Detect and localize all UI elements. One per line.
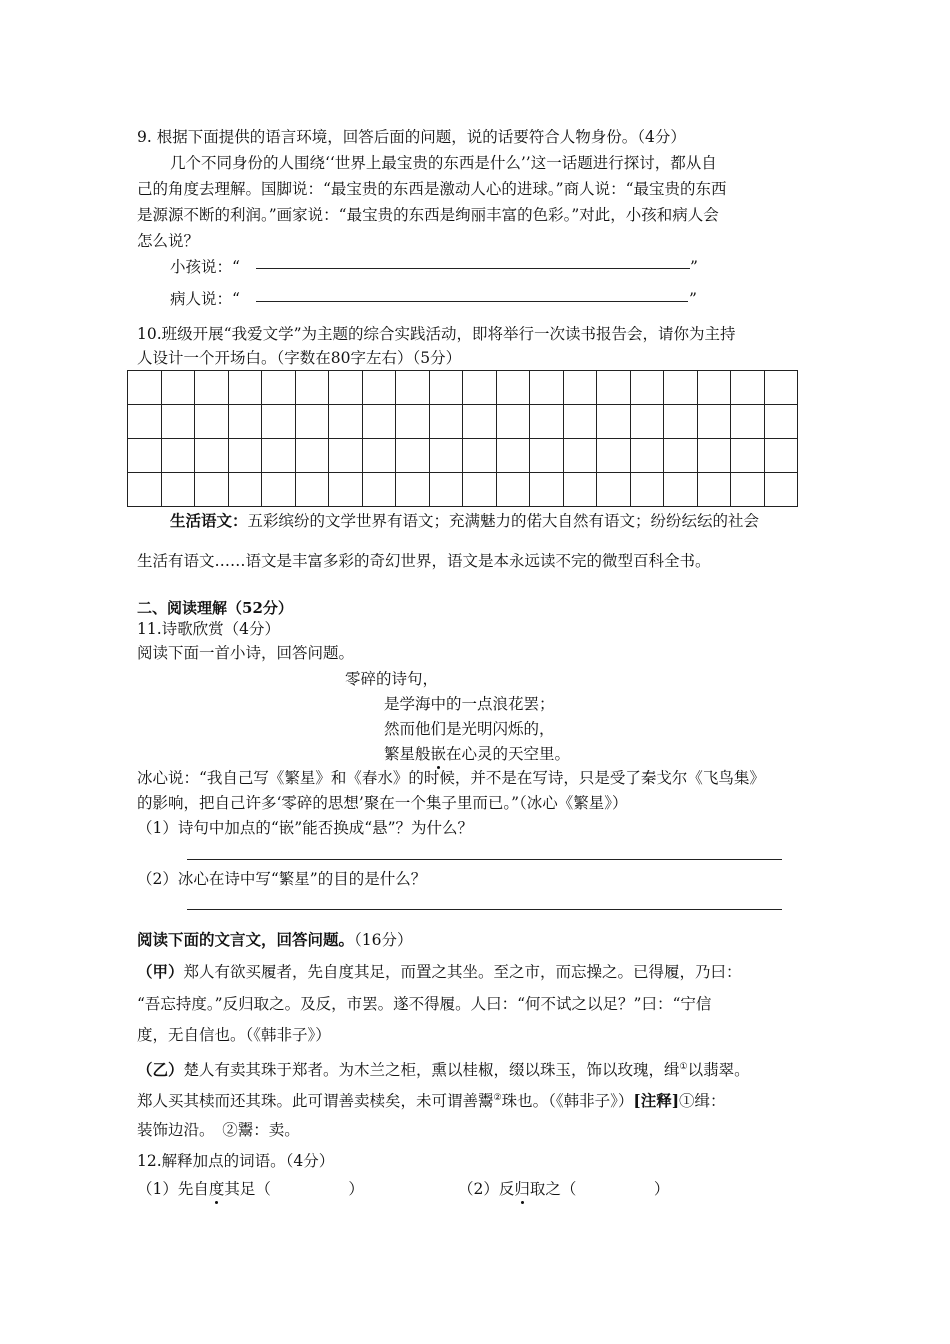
bingxin-quote-line2: 的影响，把自己许多‘零碎的思想’聚在一个集子里而已。”（冰心《繁星》） xyxy=(137,794,628,812)
yi-text1a: 楚人有卖其珠于郑者。为木兰之柜，熏以桂椒，缀以珠玉，饰以玫瑰，缉 xyxy=(183,1061,680,1080)
child-answer-line[interactable] xyxy=(256,268,690,269)
poem-line4-part1: 繁星般 xyxy=(384,745,431,763)
yi-line2 xyxy=(137,1087,726,1112)
grid-cell[interactable] xyxy=(195,439,229,473)
q12-title: 12.解释加点的词语。（4分） xyxy=(137,1152,335,1170)
poem-line4-part2: 在心灵的天空里。 xyxy=(446,745,571,763)
yi-line1 xyxy=(137,1056,750,1081)
grid-cell[interactable] xyxy=(262,473,296,507)
grid-cell[interactable] xyxy=(597,439,631,473)
dotted-char-du: 度 xyxy=(208,1180,225,1198)
grid-cell[interactable] xyxy=(295,371,329,405)
grid-cell[interactable] xyxy=(664,473,698,507)
child-answer-label: 小孩说：“ xyxy=(170,258,240,276)
grid-cell[interactable] xyxy=(563,439,597,473)
grid-cell[interactable] xyxy=(764,439,798,473)
grid-cell[interactable] xyxy=(496,473,530,507)
grid-cell[interactable] xyxy=(496,439,530,473)
life-chinese-text1: 五彩缤纷的文学世界有语文；充满魅力的偌大自然有语文；纷纷纭纭的社会 xyxy=(247,512,760,530)
grid-cell[interactable] xyxy=(530,371,564,405)
q11-sub2: （2）冰心在诗中写“繁星”的目的是什么？ xyxy=(137,870,427,888)
grid-cell[interactable] xyxy=(664,439,698,473)
life-chinese-line1 xyxy=(170,510,759,532)
note-label: [注释] xyxy=(633,1091,680,1111)
grid-cell[interactable] xyxy=(463,439,497,473)
q10-title-line1: 10.班级开展“我爱文学”为主题的综合实践活动，即将举行一次读书报告会，请你为主持 xyxy=(137,325,736,343)
grid-cell[interactable] xyxy=(530,439,564,473)
grid-cell[interactable] xyxy=(396,439,430,473)
grid-cell[interactable] xyxy=(630,405,664,439)
q9-paragraph-line4: 怎么说？ xyxy=(137,232,200,250)
grid-cell[interactable] xyxy=(228,473,262,507)
grid-cell[interactable] xyxy=(128,439,162,473)
q9-paragraph-line2: 己的角度去理解。国脚说：“最宝贵的东西是激动人心的进球。”商人说：“最宝贵的东西 xyxy=(137,180,727,198)
grid-cell[interactable] xyxy=(597,405,631,439)
grid-cell[interactable] xyxy=(329,473,363,507)
grid-cell[interactable] xyxy=(195,473,229,507)
grid-cell[interactable] xyxy=(228,439,262,473)
writing-grid[interactable] xyxy=(127,370,798,507)
grid-cell[interactable] xyxy=(630,473,664,507)
grid-cell[interactable] xyxy=(161,405,195,439)
grid-cell[interactable] xyxy=(429,439,463,473)
grid-cell[interactable] xyxy=(530,473,564,507)
grid-cell[interactable] xyxy=(362,405,396,439)
grid-cell[interactable] xyxy=(362,473,396,507)
grid-cell[interactable] xyxy=(764,371,798,405)
grid-cell[interactable] xyxy=(396,473,430,507)
grid-cell[interactable] xyxy=(697,371,731,405)
bingxin-quote-line1: 冰心说：“我自己写《繁星》和《春水》的时候，并不是在写诗，只是受了秦戈尔《飞鸟集》 xyxy=(137,769,765,787)
jia-line1 xyxy=(137,961,742,983)
grid-cell[interactable] xyxy=(463,405,497,439)
grid-cell[interactable] xyxy=(496,371,530,405)
grid-cell[interactable] xyxy=(429,405,463,439)
q11-sub1-answer-line[interactable] xyxy=(187,859,782,860)
grid-cell[interactable] xyxy=(697,439,731,473)
q11-sub2-answer-line[interactable] xyxy=(187,909,782,910)
life-chinese-label: 生活语文： xyxy=(170,511,248,530)
grid-cell[interactable] xyxy=(731,405,765,439)
poem-line4 xyxy=(384,743,570,765)
grid-cell[interactable] xyxy=(429,371,463,405)
q9-paragraph-line3: 是源源不断的利润。”画家说：“最宝贵的东西是绚丽丰富的色彩。”对此，小孩和病人会 xyxy=(137,206,719,224)
yi-text1b: 以翡翠。 xyxy=(687,1061,750,1080)
grid-cell[interactable] xyxy=(563,405,597,439)
grid-cell[interactable] xyxy=(161,473,195,507)
child-close-quote: ” xyxy=(690,258,698,276)
q9-title: 9. 根据下面提供的语言环境，回答后面的问题，说的话要符合人物身份。（4分） xyxy=(137,128,686,146)
grid-cell[interactable] xyxy=(195,405,229,439)
grid-cell[interactable] xyxy=(228,371,262,405)
grid-cell[interactable] xyxy=(329,371,363,405)
q12-item2 xyxy=(458,1178,669,1200)
grid-cell[interactable] xyxy=(597,473,631,507)
grid-cell[interactable] xyxy=(329,439,363,473)
q11-sub1: （1）诗句中加点的“嵌”能否换成“悬”？为什么？ xyxy=(137,819,474,837)
note2-marker: ② xyxy=(493,1093,502,1103)
grid-cell[interactable] xyxy=(597,371,631,405)
grid-cell[interactable] xyxy=(262,371,296,405)
grid-cell[interactable] xyxy=(496,405,530,439)
grid-cell[interactable] xyxy=(764,473,798,507)
q12-item2-part1: （2）反 xyxy=(458,1180,515,1198)
grid-cell[interactable] xyxy=(463,473,497,507)
grid-cell[interactable] xyxy=(697,405,731,439)
grid-cell[interactable] xyxy=(664,405,698,439)
jia-label: （甲） xyxy=(137,962,184,981)
grid-row xyxy=(128,439,798,473)
grid-row xyxy=(128,473,798,507)
grid-cell[interactable] xyxy=(731,473,765,507)
grid-cell[interactable] xyxy=(262,405,296,439)
grid-cell[interactable] xyxy=(228,405,262,439)
classical-score: （16分） xyxy=(354,931,413,949)
grid-row xyxy=(128,405,798,439)
q9-paragraph-line1: 几个不同身份的人围绕‘‘世界上最宝贵的东西是什么’’这一话题进行探讨，都从自 xyxy=(170,154,717,172)
grid-cell[interactable] xyxy=(630,439,664,473)
grid-cell[interactable] xyxy=(161,371,195,405)
grid-cell[interactable] xyxy=(362,439,396,473)
sick-answer-line[interactable] xyxy=(256,301,688,302)
grid-cell[interactable] xyxy=(563,371,597,405)
q12-item2-part2: 取之（ ） xyxy=(529,1180,670,1198)
jia-line3: 度，无自信也。（《韩非子》） xyxy=(137,1026,331,1044)
life-chinese-line2: 生活有语文……语文是丰富多彩的奇幻世界，语文是本永远读不完的微型百科全书。 xyxy=(137,552,711,570)
grid-cell[interactable] xyxy=(161,439,195,473)
grid-row xyxy=(128,371,798,405)
q12-item1-part2: 其足（ ） xyxy=(224,1180,364,1198)
q12-item1-part1: （1）先自 xyxy=(137,1180,209,1198)
grid-cell[interactable] xyxy=(396,371,430,405)
grid-cell[interactable] xyxy=(295,405,329,439)
yi-text2a: 郑人买其椟而还其珠。此可谓善卖椟矣，未可谓善鬻 xyxy=(137,1092,494,1111)
grid-cell[interactable] xyxy=(295,439,329,473)
grid-cell[interactable] xyxy=(530,405,564,439)
grid-cell[interactable] xyxy=(463,371,497,405)
note1-marker: ① xyxy=(679,1062,688,1072)
poem-line2: 是学海中的一点浪花罢； xyxy=(384,695,555,713)
note-text-a: ①缉： xyxy=(679,1092,726,1111)
grid-cell[interactable] xyxy=(262,439,296,473)
grid-cell[interactable] xyxy=(563,473,597,507)
sick-close-quote: ” xyxy=(689,290,697,308)
yi-text2b: 珠也。（《韩非子》） xyxy=(501,1092,634,1111)
classical-title xyxy=(137,929,413,951)
grid-cell[interactable] xyxy=(731,439,765,473)
q11-title: 11.诗歌欣赏（4分） xyxy=(137,620,281,638)
grid-cell[interactable] xyxy=(664,371,698,405)
sick-answer-label: 病人说：“ xyxy=(170,290,240,308)
grid-cell[interactable] xyxy=(697,473,731,507)
grid-cell[interactable] xyxy=(764,405,798,439)
jia-line2: “吾忘持度。”反归取之。及反，市罢。遂不得履。人曰：“何不试之以足？”曰：“宁信 xyxy=(137,995,712,1013)
grid-cell[interactable] xyxy=(429,473,463,507)
grid-cell[interactable] xyxy=(128,405,162,439)
notes-line: 装饰边沿。 ②鬻：卖。 xyxy=(137,1121,300,1139)
yi-label: （乙） xyxy=(137,1060,184,1080)
poem-line1: 零碎的诗句， xyxy=(345,670,439,688)
grid-cell[interactable] xyxy=(630,371,664,405)
grid-cell[interactable] xyxy=(128,473,162,507)
dotted-char-qian: 嵌 xyxy=(430,745,447,763)
poem-line3: 然而他们是光明闪烁的， xyxy=(384,720,555,738)
q12-item1 xyxy=(137,1178,364,1200)
q11-intro: 阅读下面一首小诗，回答问题。 xyxy=(137,644,355,662)
q10-title-line2: 人设计一个开场白。（字数在80字左右）（5分） xyxy=(137,349,462,367)
section2-title: 二、阅读理解（52分） xyxy=(137,599,293,617)
grid-cell[interactable] xyxy=(329,405,363,439)
grid-cell[interactable] xyxy=(362,371,396,405)
grid-cell[interactable] xyxy=(195,371,229,405)
grid-cell[interactable] xyxy=(128,371,162,405)
classical-title-text: 阅读下面的文言文，回答问题。 xyxy=(137,930,355,949)
dotted-char-gui: 归 xyxy=(514,1180,530,1198)
grid-cell[interactable] xyxy=(295,473,329,507)
grid-cell[interactable] xyxy=(396,405,430,439)
grid-cell[interactable] xyxy=(731,371,765,405)
jia-text1: 郑人有欲买履者，先自度其足，而置之其坐。至之市，而忘操之。已得履，乃曰： xyxy=(183,963,742,981)
